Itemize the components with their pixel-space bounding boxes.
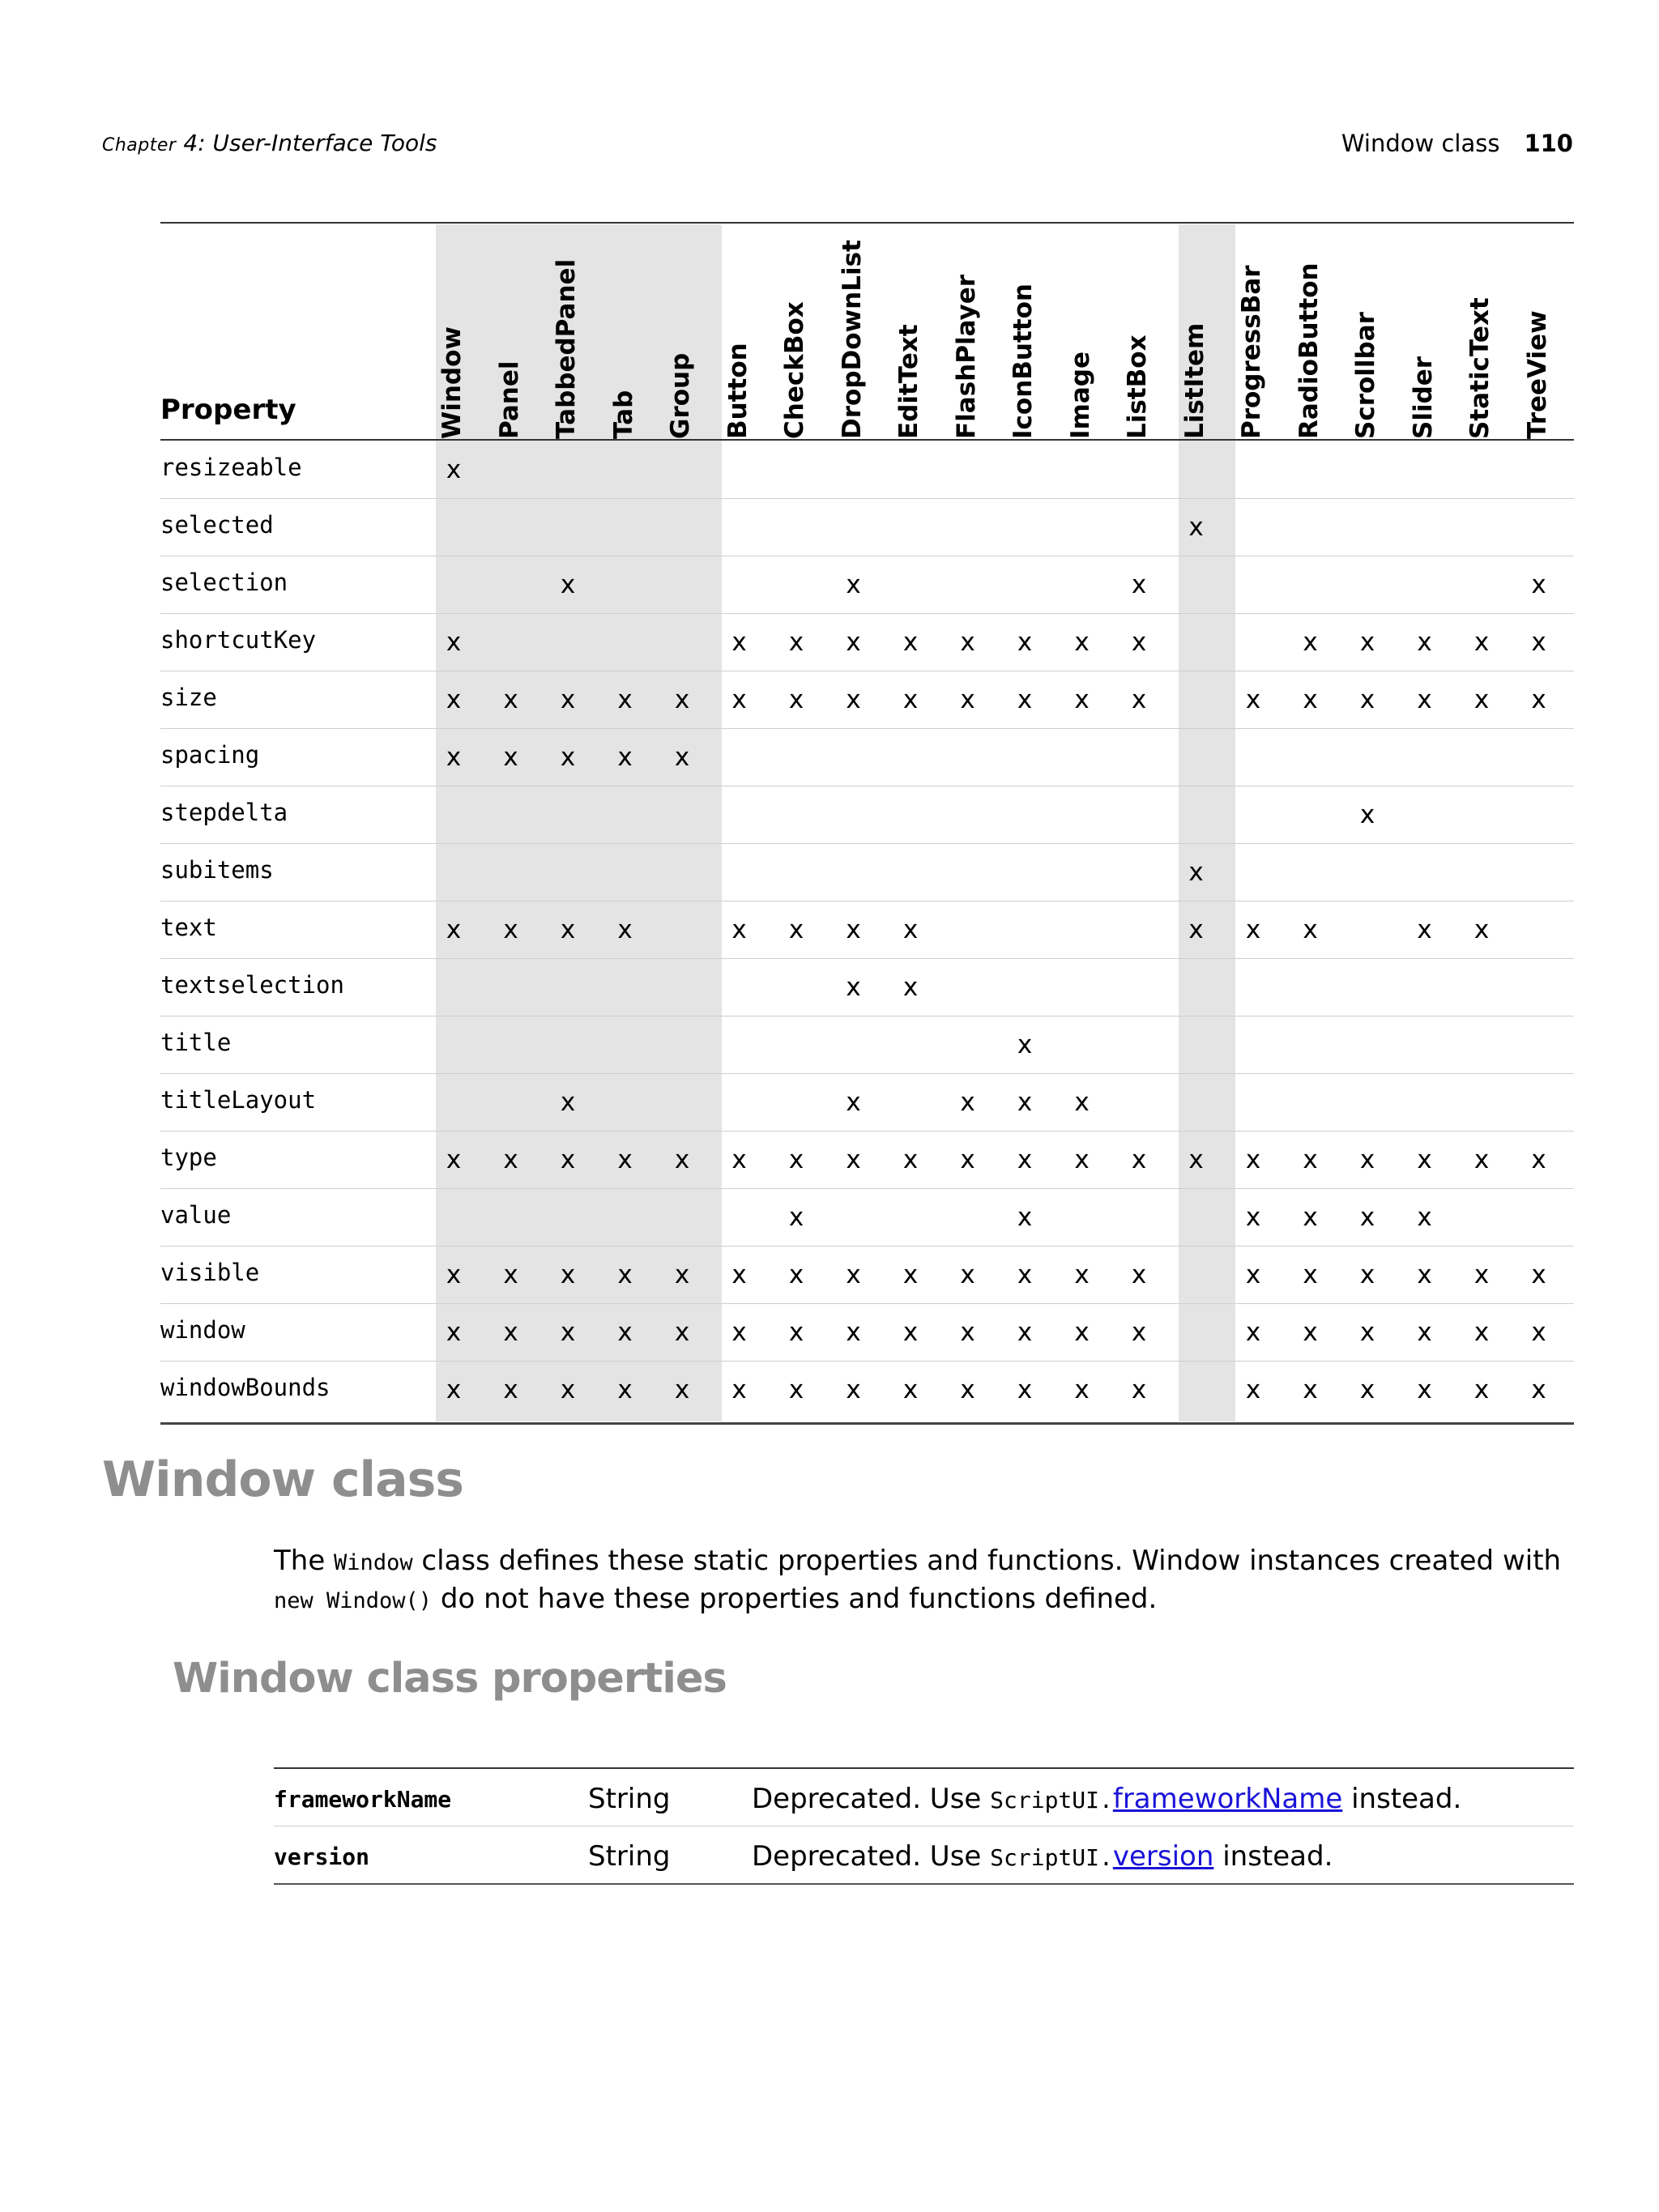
support-mark: x	[1417, 1260, 1432, 1289]
support-mark: x	[960, 1145, 975, 1174]
chapter-label: Chapter	[102, 135, 177, 156]
support-mark: x	[1531, 1318, 1546, 1347]
support-mark: x	[1417, 1203, 1432, 1232]
support-mark: x	[902, 1260, 919, 1289]
property-name: visible	[160, 1259, 260, 1286]
property-name: size	[160, 684, 217, 711]
support-mark: x	[788, 628, 804, 657]
description-text: instead.	[1342, 1783, 1462, 1815]
support-mark: x	[731, 915, 747, 944]
support-mark: x	[1131, 1318, 1147, 1347]
support-mark: x	[846, 628, 861, 657]
column-header: RadioButton	[1294, 262, 1324, 439]
support-mark: x	[1245, 1260, 1261, 1289]
support-mark: x	[1473, 1375, 1490, 1404]
support-mark: x	[1359, 685, 1375, 714]
property-description	[752, 1771, 1461, 1829]
property-type: String	[588, 1783, 671, 1815]
chapter-number: 4	[183, 130, 198, 156]
support-mark: x	[1359, 800, 1375, 829]
support-mark: x	[1074, 1260, 1090, 1289]
property-name: titleLayout	[160, 1086, 317, 1114]
property-name: selected	[160, 511, 274, 539]
support-mark: x	[1131, 1145, 1147, 1174]
table-bottom-rule	[274, 1883, 1574, 1885]
column-header: TreeView	[1522, 310, 1552, 439]
support-mark: x	[674, 743, 690, 772]
column-header: ListItem	[1179, 322, 1209, 439]
support-mark: x	[503, 1375, 518, 1404]
column-header: FlashPlayer	[951, 274, 981, 439]
support-mark: x	[846, 1260, 861, 1289]
support-mark: x	[560, 570, 576, 599]
column-header: Slider	[1408, 356, 1438, 439]
support-mark: x	[902, 1318, 919, 1347]
chapter-title: Chapter 4: User-Interface Tools	[102, 130, 437, 156]
support-mark: x	[1131, 570, 1147, 599]
support-mark: x	[1303, 1203, 1318, 1232]
row-divider	[160, 1073, 1574, 1074]
support-mark: x	[960, 1260, 975, 1289]
column-header: Image	[1065, 352, 1095, 439]
support-mark: x	[960, 1375, 975, 1404]
property-type: String	[588, 1840, 671, 1873]
property-name: title	[160, 1029, 232, 1056]
support-mark: x	[1473, 1318, 1490, 1347]
support-mark: x	[617, 1260, 633, 1289]
property-name: textselection	[160, 971, 344, 999]
intro-text-2: class defines these static properties and functions. Window instances created with	[412, 1545, 1562, 1577]
support-mark: x	[960, 1318, 975, 1347]
support-mark: x	[1303, 915, 1318, 944]
support-mark: x	[1417, 1375, 1432, 1404]
support-mark: x	[1531, 628, 1546, 657]
section-heading: Window class	[102, 1451, 463, 1508]
support-mark: x	[446, 628, 462, 657]
support-mark: x	[788, 685, 804, 714]
support-mark: x	[1417, 915, 1432, 944]
support-mark: x	[1017, 1375, 1033, 1404]
support-mark: x	[446, 1375, 462, 1404]
column-header: ProgressBar	[1237, 265, 1266, 439]
column-header: Tab	[608, 390, 638, 439]
header-rule	[160, 439, 1574, 441]
description-code: ScriptUI.	[990, 1844, 1113, 1871]
support-mark: x	[560, 1088, 576, 1117]
support-mark: x	[1417, 685, 1432, 714]
support-mark: x	[1473, 1260, 1490, 1289]
property-name: subitems	[160, 856, 274, 884]
description-text: Deprecated. Use	[752, 1783, 991, 1815]
table-top-rule	[160, 222, 1574, 224]
support-mark: x	[446, 915, 462, 944]
support-mark: x	[560, 1318, 576, 1347]
support-mark: x	[674, 1318, 690, 1347]
support-mark: x	[902, 1375, 919, 1404]
column-header: IconButton	[1009, 283, 1038, 439]
support-mark: x	[1473, 915, 1490, 944]
support-mark: x	[846, 973, 861, 1002]
running-header	[102, 130, 1573, 162]
support-mark: x	[1017, 685, 1033, 714]
column-header: Scrollbar	[1351, 312, 1380, 439]
column-header: ListBox	[1123, 335, 1152, 439]
support-mark: x	[560, 1145, 576, 1174]
support-mark: x	[1303, 1375, 1318, 1404]
column-header: Group	[666, 352, 695, 439]
support-mark: x	[617, 743, 633, 772]
support-mark: x	[446, 1145, 462, 1174]
property-column-header: Property	[160, 394, 296, 426]
support-mark: x	[1473, 628, 1490, 657]
support-mark: x	[1303, 685, 1318, 714]
support-mark: x	[1303, 1260, 1318, 1289]
support-mark: x	[788, 1375, 804, 1404]
support-mark: x	[846, 570, 861, 599]
support-mark: x	[1245, 1145, 1261, 1174]
row-divider	[160, 728, 1574, 729]
support-mark: x	[1074, 1088, 1090, 1117]
intro-paragraph	[274, 1543, 1578, 1619]
support-mark: x	[503, 1145, 518, 1174]
support-mark: x	[1303, 1145, 1318, 1174]
support-mark: x	[902, 628, 919, 657]
description-text: instead.	[1213, 1840, 1333, 1873]
support-mark: x	[1359, 1375, 1375, 1404]
row-divider	[160, 958, 1574, 959]
support-mark: x	[1188, 1145, 1204, 1174]
support-mark: x	[1359, 1260, 1375, 1289]
support-mark: x	[617, 915, 633, 944]
support-mark: x	[1245, 1318, 1261, 1347]
property-name: version	[274, 1843, 370, 1870]
support-mark: x	[1303, 628, 1318, 657]
support-mark: x	[503, 1318, 518, 1347]
support-mark: x	[788, 1260, 804, 1289]
property-name: value	[160, 1201, 232, 1229]
property-name: selection	[160, 569, 288, 596]
support-mark: x	[1017, 1260, 1033, 1289]
support-mark: x	[960, 628, 975, 657]
support-mark: x	[1359, 1145, 1375, 1174]
support-mark: x	[1074, 628, 1090, 657]
frameworkname-link[interactable]: frameworkName	[1112, 1783, 1343, 1815]
support-mark: x	[617, 1145, 633, 1174]
support-mark: x	[788, 1318, 804, 1347]
support-mark: x	[1074, 1145, 1090, 1174]
column-header: DropDownList	[837, 240, 867, 439]
support-mark: x	[1245, 1375, 1261, 1404]
page-number: 110	[1524, 130, 1573, 157]
property-name: stepdelta	[160, 799, 288, 826]
support-mark: x	[731, 1260, 747, 1289]
support-mark: x	[560, 915, 576, 944]
support-mark: x	[731, 1375, 747, 1404]
support-mark: x	[1188, 915, 1204, 944]
support-mark: x	[560, 743, 576, 772]
support-mark: x	[1417, 1318, 1432, 1347]
support-mark: x	[1131, 628, 1147, 657]
property-name: window	[160, 1316, 245, 1344]
support-mark: x	[1359, 1203, 1375, 1232]
support-mark: x	[1531, 570, 1546, 599]
support-mark: x	[846, 1375, 861, 1404]
property-name: frameworkName	[274, 1786, 452, 1813]
property-name: type	[160, 1144, 217, 1171]
intro-text-1: The	[274, 1545, 335, 1577]
column-header: Button	[723, 343, 753, 439]
support-mark: x	[1131, 685, 1147, 714]
support-mark: x	[617, 1318, 633, 1347]
support-mark: x	[731, 1318, 747, 1347]
subsection-heading: Window class properties	[173, 1655, 727, 1703]
support-mark: x	[846, 1318, 861, 1347]
support-mark: x	[902, 1145, 919, 1174]
property-name: windowBounds	[160, 1374, 331, 1401]
support-mark: x	[731, 628, 747, 657]
support-mark: x	[1359, 1318, 1375, 1347]
support-mark: x	[731, 1145, 747, 1174]
row-divider	[160, 498, 1574, 499]
support-mark: x	[503, 685, 518, 714]
support-mark: x	[960, 1088, 975, 1117]
table-bottom-rule	[160, 1422, 1574, 1425]
support-mark: x	[1245, 685, 1261, 714]
description-code: ScriptUI.	[990, 1787, 1113, 1813]
support-mark: x	[1131, 1375, 1147, 1404]
support-mark: x	[617, 685, 633, 714]
property-compatibility-table	[160, 222, 1574, 1425]
support-mark: x	[560, 1260, 576, 1289]
support-mark: x	[1074, 1375, 1090, 1404]
property-name: resizeable	[160, 454, 302, 481]
support-mark: x	[674, 1145, 690, 1174]
support-mark: x	[902, 685, 919, 714]
support-mark: x	[788, 1145, 804, 1174]
support-mark: x	[1017, 1088, 1033, 1117]
support-mark: x	[1473, 685, 1490, 714]
support-mark: x	[788, 1203, 804, 1232]
version-link[interactable]: version	[1112, 1840, 1214, 1873]
support-mark: x	[846, 1145, 861, 1174]
support-mark: x	[846, 685, 861, 714]
property-description	[752, 1828, 1333, 1886]
support-mark: x	[960, 685, 975, 714]
support-mark: x	[1017, 1203, 1033, 1232]
support-mark: x	[1245, 1203, 1261, 1232]
column-header: TabbedPanel	[552, 258, 581, 439]
support-mark: x	[674, 1375, 690, 1404]
support-mark: x	[846, 915, 861, 944]
intro-code-window: Window	[334, 1550, 413, 1575]
support-mark: x	[1531, 1375, 1546, 1404]
property-name: shortcutKey	[160, 626, 317, 654]
support-mark: x	[1417, 628, 1432, 657]
support-mark: x	[1417, 1145, 1432, 1174]
column-header: CheckBox	[780, 301, 809, 439]
column-header: Window	[437, 326, 467, 439]
support-mark: x	[1245, 915, 1261, 944]
section-label	[1341, 130, 1573, 157]
property-name: spacing	[160, 741, 260, 769]
support-mark: x	[617, 1375, 633, 1404]
support-mark: x	[1531, 1260, 1546, 1289]
support-mark: x	[446, 743, 462, 772]
support-mark: x	[1188, 513, 1204, 542]
support-mark: x	[1473, 1145, 1490, 1174]
support-mark: x	[1531, 1145, 1546, 1174]
description-text: Deprecated. Use	[752, 1840, 991, 1873]
support-mark: x	[1017, 1318, 1033, 1347]
table-row	[274, 1828, 1574, 1886]
support-mark: x	[1017, 1145, 1033, 1174]
support-mark: x	[731, 685, 747, 714]
support-mark: x	[674, 1260, 690, 1289]
support-mark: x	[1131, 1260, 1147, 1289]
support-mark: x	[446, 1260, 462, 1289]
intro-text-3: do not have these properties and functions defined.	[432, 1583, 1158, 1615]
row-divider	[160, 843, 1574, 844]
property-name: text	[160, 914, 217, 941]
support-mark: x	[1188, 858, 1204, 887]
intro-code-new-window: new Window()	[274, 1588, 433, 1613]
support-mark: x	[1074, 685, 1090, 714]
support-mark: x	[1074, 1318, 1090, 1347]
support-mark: x	[846, 1088, 861, 1117]
support-mark: x	[503, 915, 518, 944]
support-mark: x	[902, 973, 919, 1002]
support-mark: x	[674, 685, 690, 714]
column-header: Panel	[494, 360, 524, 439]
support-mark: x	[1303, 1318, 1318, 1347]
support-mark: x	[1531, 685, 1546, 714]
column-header: StaticText	[1465, 297, 1495, 439]
table-row	[274, 1771, 1574, 1828]
support-mark: x	[446, 1318, 462, 1347]
support-mark: x	[1017, 1030, 1033, 1059]
support-mark: x	[1359, 628, 1375, 657]
support-mark: x	[503, 1260, 518, 1289]
column-header: EditText	[894, 324, 923, 439]
support-mark: x	[902, 915, 919, 944]
window-class-properties-table	[274, 1767, 1574, 1885]
section-name: Window class	[1341, 130, 1500, 157]
support-mark: x	[1017, 628, 1033, 657]
table-top-rule	[274, 1767, 1574, 1769]
support-mark: x	[503, 743, 518, 772]
support-mark: x	[560, 685, 576, 714]
support-mark: x	[560, 1375, 576, 1404]
support-mark: x	[446, 455, 462, 484]
chapter-name: User-Interface Tools	[212, 130, 437, 156]
support-mark: x	[788, 915, 804, 944]
support-mark: x	[446, 685, 462, 714]
